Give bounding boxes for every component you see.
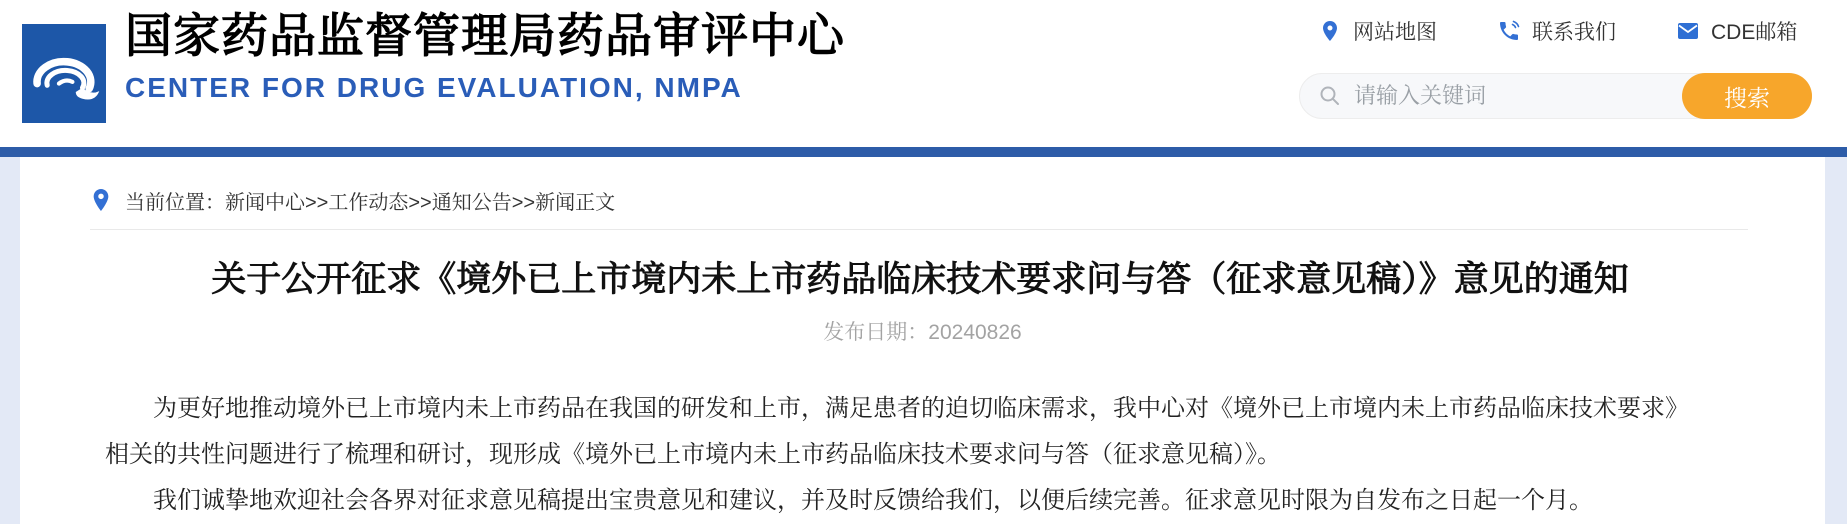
- location-pin-icon: [90, 187, 112, 213]
- search-bar: [1299, 73, 1812, 119]
- breadcrumb-text[interactable]: 当前位置：新闻中心>>工作动态>>通知公告>>新闻正文: [125, 191, 616, 214]
- site-title: 国家药品监督管理局药品审评中心: [125, 9, 845, 62]
- search-icon: [1318, 84, 1342, 108]
- breadcrumb-divider: [90, 229, 1748, 230]
- header-quick-links: [1318, 16, 1797, 46]
- header-accent-bar: [0, 147, 1847, 157]
- sitemap-link-label: 网站地图: [1353, 21, 1437, 44]
- cde-logo[interactable]: [22, 24, 106, 123]
- page-main: [0, 157, 1847, 524]
- phone-icon: [1497, 19, 1521, 43]
- site-subtitle: CENTER FOR DRUG EVALUATION, NMPA: [125, 72, 743, 103]
- article-title: 关于公开征求《境外已上市境内未上市药品临床技术要求问与答（征求意见稿）》意见的通知: [211, 260, 1629, 299]
- content-card: [20, 157, 1825, 524]
- cde-mail-link[interactable]: [1676, 16, 1797, 46]
- contact-us-link-label: 联系我们: [1532, 21, 1616, 44]
- article-body: [105, 386, 1705, 524]
- mail-icon: [1676, 19, 1700, 43]
- article-paragraph: 我们诚挚地欢迎社会各界对征求意见稿提出宝贵意见和建议，并及时反馈给我们，以便后续完善。征求意见时限为自发布之日起一个月。: [153, 487, 1593, 514]
- site-titles: [125, 6, 845, 104]
- search-input[interactable]: [1354, 83, 1682, 109]
- cde-mail-link-label: CDE邮箱: [1711, 21, 1798, 44]
- search-button[interactable]: 搜索: [1682, 73, 1812, 119]
- publish-date: 发布日期：20240826: [823, 321, 1022, 344]
- breadcrumb: [90, 186, 1825, 214]
- contact-us-link[interactable]: [1497, 16, 1616, 46]
- whale-swirl-icon: [22, 24, 106, 123]
- article-paragraph: 为更好地推动境外已上市境内未上市药品在我国的研发和上市，满足患者的迫切临床需求，我中心对《境外已上市境内未上市药品临床技术要求》相关的共性问题进行了梳理和研讨，现形成《境外已上市境内未上市药品临床技术要求问与答（征求意见稿）》。: [105, 395, 1689, 468]
- site-header: [0, 0, 1847, 147]
- location-pin-icon: [1318, 19, 1342, 43]
- sitemap-link[interactable]: [1318, 16, 1437, 46]
